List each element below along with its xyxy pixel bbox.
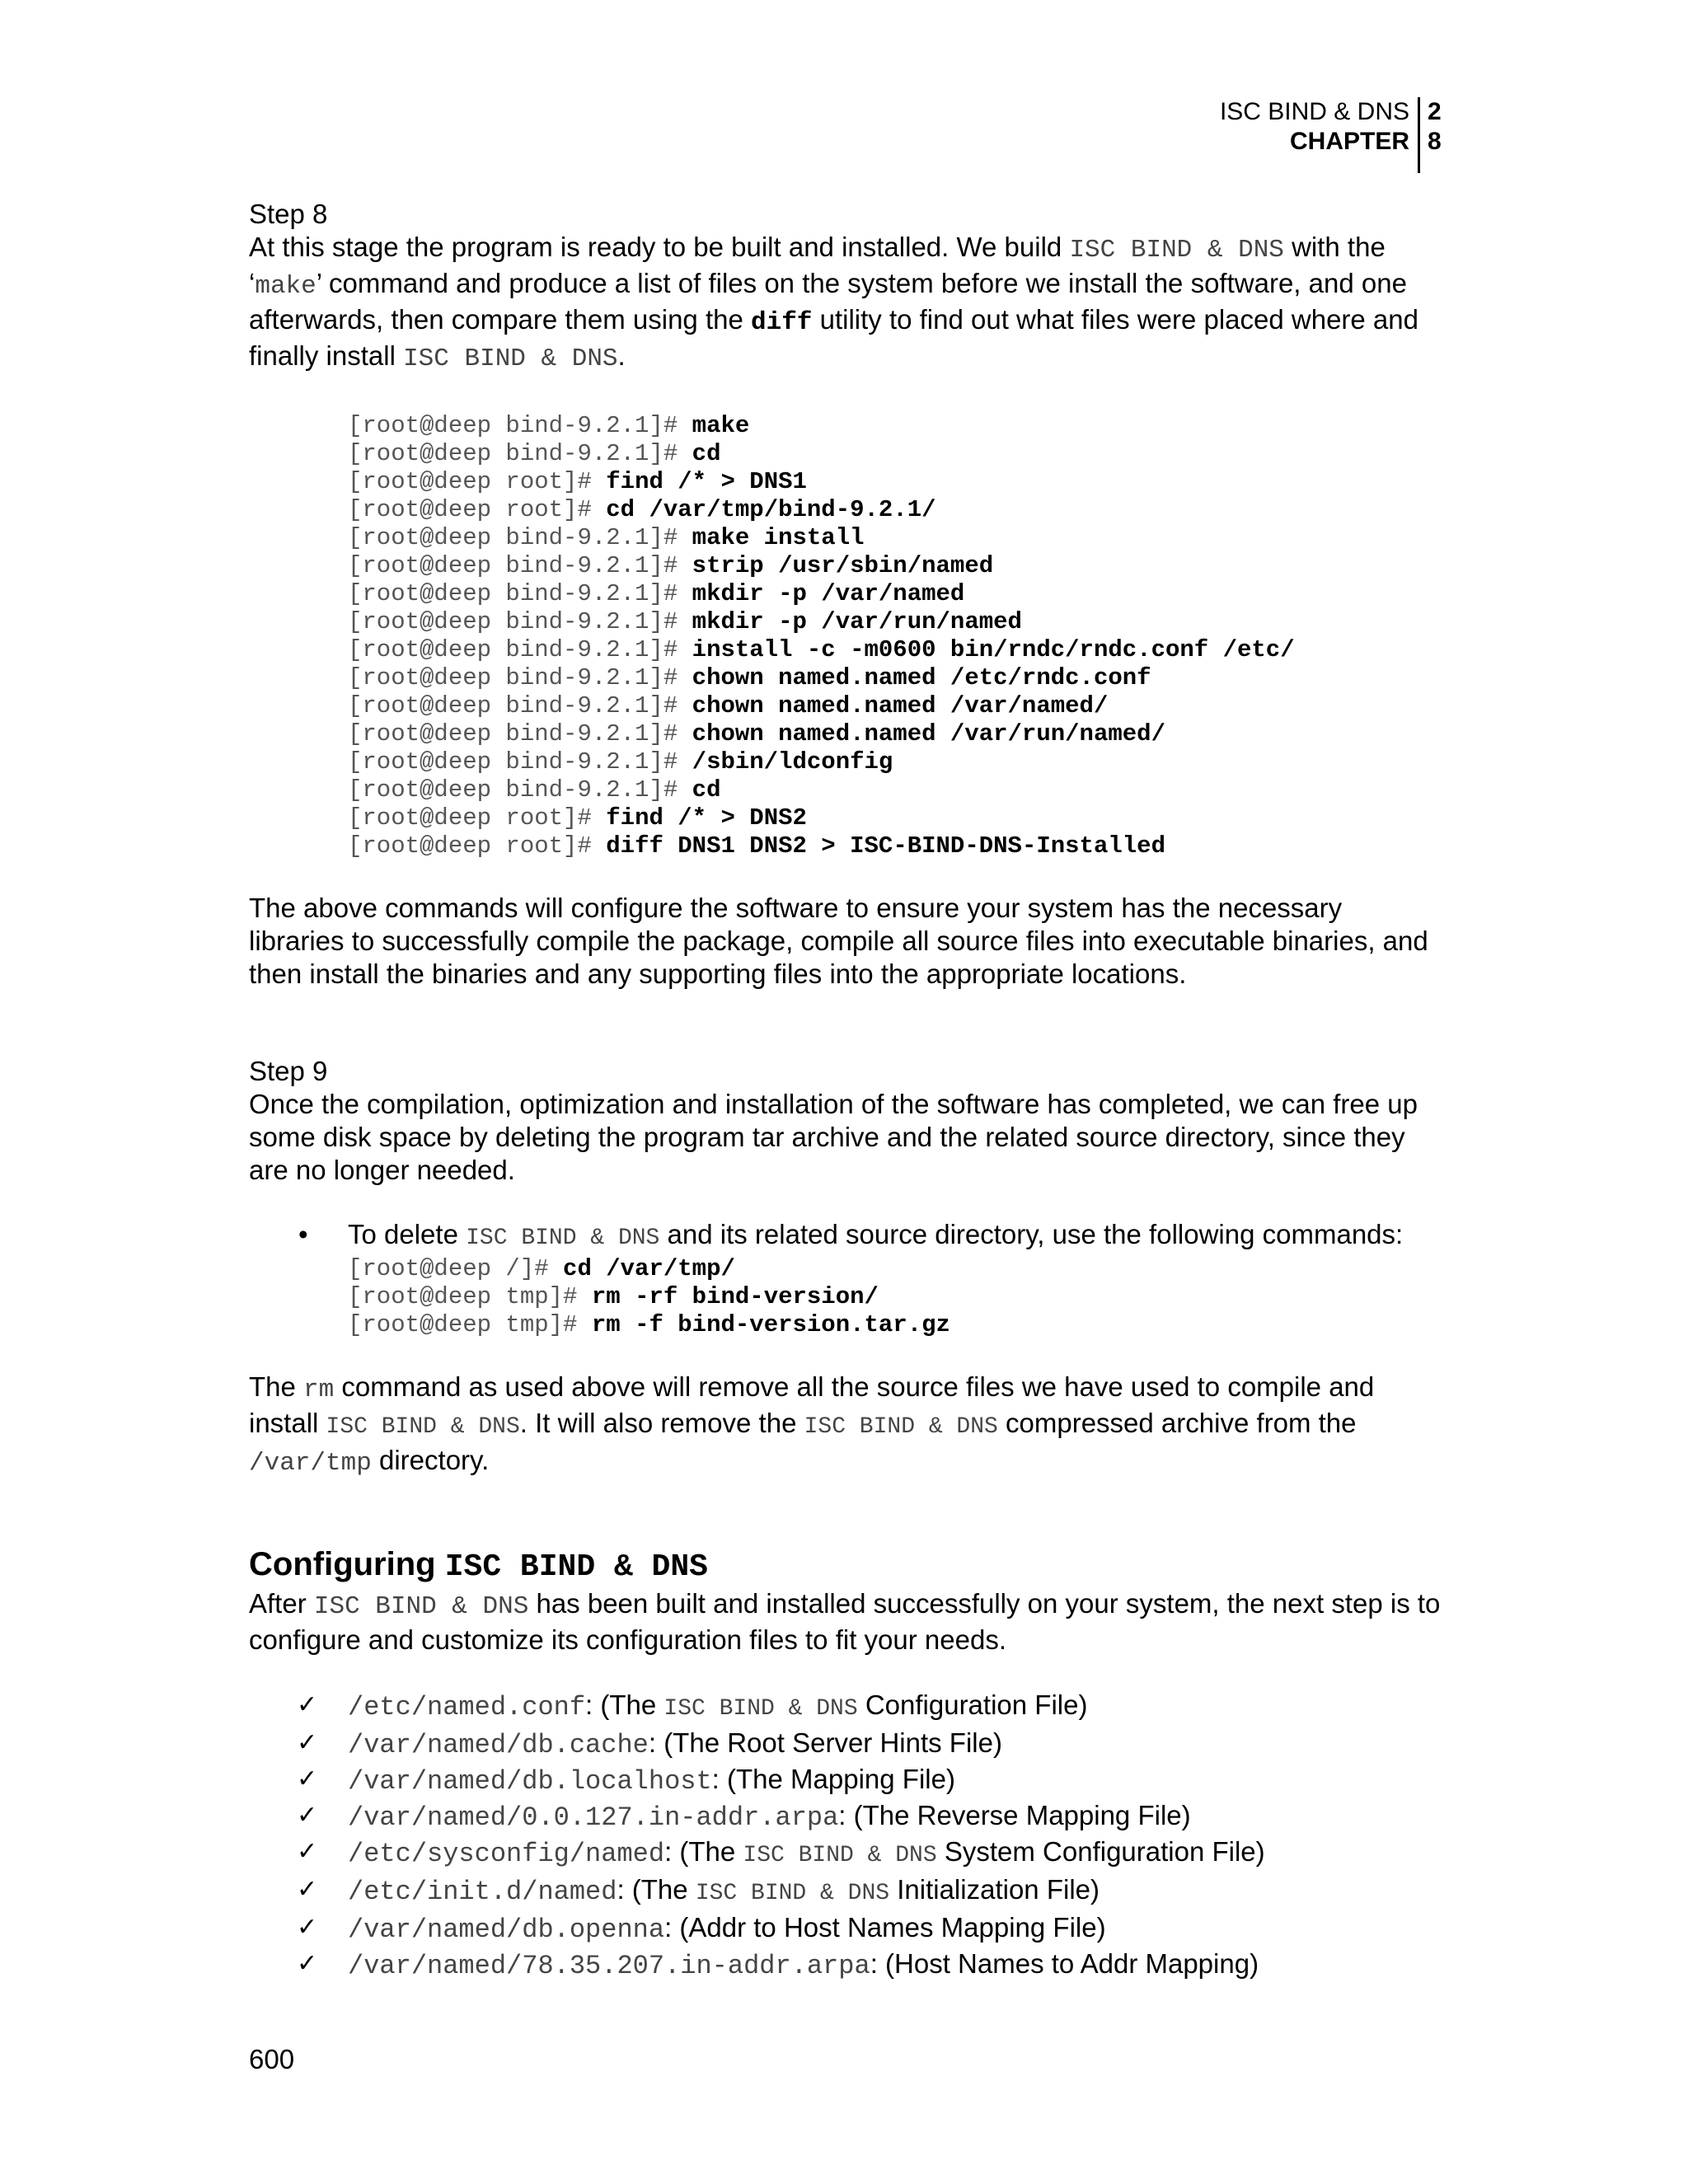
config-file-desc-tail: Configuration File) xyxy=(857,1690,1088,1720)
shell-prompt: [root@deep bind-9.2.1]# xyxy=(348,720,692,748)
shell-command: cd xyxy=(692,440,721,467)
text-run: The xyxy=(249,1371,304,1402)
shell-prompt: [root@deep bind-9.2.1]# xyxy=(348,636,692,663)
header-chapter-number-top: 2 xyxy=(1428,98,1442,125)
code-line xyxy=(348,1255,1444,1283)
config-file-item xyxy=(249,1726,1444,1762)
shell-prompt: [root@deep bind-9.2.1]# xyxy=(348,776,692,804)
step9-code-block xyxy=(249,1255,1444,1339)
config-file-path: /var/named/78.35.207.in-addr.arpa xyxy=(348,1951,870,1981)
step9-summary xyxy=(249,1371,1444,1480)
config-file-desc: : (The Root Server Hints File) xyxy=(648,1727,1002,1758)
text-run: command as used above will remove all the source files we have used to compile and install xyxy=(249,1371,1375,1438)
shell-command: /sbin/ldconfig xyxy=(692,748,893,776)
inline-code: ISC BIND & DNS xyxy=(804,1414,998,1440)
checkmark-icon: ✓ xyxy=(297,1765,318,1793)
code-line xyxy=(348,468,1444,496)
text-run: directory. xyxy=(371,1445,490,1475)
inline-code: ISC BIND & DNS xyxy=(695,1881,890,1906)
code-line xyxy=(348,664,1444,692)
step8-summary: The above commands will configure the software to ensure your system has the necessary libraries to successfully compile the package, compile all source files into executable binaries, and then install the binaries and any supporting files into the appropriate locations. xyxy=(249,893,1428,989)
shell-prompt: [root@deep bind-9.2.1]# xyxy=(348,552,692,579)
config-file-desc: : (Host Names to Addr Mapping) xyxy=(870,1948,1259,1979)
code-line xyxy=(348,440,1444,468)
config-file-path: /var/named/db.cache xyxy=(348,1730,649,1760)
page-content xyxy=(249,198,1444,1983)
bullet-dot: • xyxy=(298,1219,308,1249)
code-line xyxy=(348,1283,1444,1311)
code-line xyxy=(348,496,1444,524)
config-file-item xyxy=(249,1762,1444,1798)
shell-command: cd xyxy=(692,776,721,804)
config-file-list xyxy=(249,1688,1444,1983)
text-run: ’ command and produce a list of files on the system before we install the software, and one afterwards, then compare them using the xyxy=(249,268,1407,335)
config-file-desc: : (The xyxy=(664,1836,743,1867)
header-chapter-number-bottom: 8 xyxy=(1428,128,1442,155)
shell-prompt: [root@deep bind-9.2.1]# xyxy=(348,412,692,439)
text-run: utility to find out what files were placed where and finally install xyxy=(249,304,1418,371)
shell-command: chown named.named /var/run/named/ xyxy=(692,720,1165,748)
shell-prompt: [root@deep /]# xyxy=(348,1255,564,1282)
section-heading xyxy=(249,1544,1444,1587)
checkmark-icon: ✓ xyxy=(297,1801,318,1830)
shell-prompt: [root@deep bind-9.2.1]# xyxy=(348,580,692,607)
shell-prompt: [root@deep bind-9.2.1]# xyxy=(348,608,692,635)
config-file-desc-tail: System Configuration File) xyxy=(936,1836,1265,1867)
shell-prompt: [root@deep tmp]# xyxy=(348,1283,592,1310)
shell-command: find /* > DNS1 xyxy=(606,468,807,495)
shell-prompt: [root@deep root]# xyxy=(348,832,607,860)
shell-command: rm -rf bind-version/ xyxy=(591,1283,879,1310)
shell-command: cd /var/tmp/bind-9.2.1/ xyxy=(606,496,936,523)
shell-command: chown named.named /var/named/ xyxy=(692,692,1109,719)
step9-bullet xyxy=(249,1218,1444,1255)
code-line xyxy=(348,636,1444,664)
inline-code: /var/tmp xyxy=(249,1449,372,1478)
inline-code: diff xyxy=(751,308,813,337)
shell-command: mkdir -p /var/named xyxy=(692,580,965,607)
shell-prompt: [root@deep bind-9.2.1]# xyxy=(348,692,692,719)
text-run: and its related source directory, use the following commands: xyxy=(659,1219,1404,1249)
text-run: ‘ xyxy=(249,268,256,298)
code-line xyxy=(348,832,1444,860)
shell-prompt: [root@deep root]# xyxy=(348,496,607,523)
inline-code: make xyxy=(255,272,316,301)
shell-command: make xyxy=(692,412,750,439)
code-line xyxy=(348,692,1444,720)
config-file-item xyxy=(249,1798,1444,1835)
shell-command: install -c -m0600 bin/rndc/rndc.conf /etc/ xyxy=(692,636,1295,663)
code-line xyxy=(348,1311,1444,1339)
header-chapter-number xyxy=(1428,97,1442,157)
shell-prompt: [root@deep root]# xyxy=(348,468,607,495)
shell-command: mkdir -p /var/run/named xyxy=(692,608,1022,635)
code-line xyxy=(348,412,1444,440)
code-line xyxy=(348,720,1444,748)
shell-prompt: [root@deep bind-9.2.1]# xyxy=(348,664,692,691)
step9-heading: Step 9 xyxy=(249,1056,328,1086)
config-file-item xyxy=(249,1872,1444,1910)
code-line xyxy=(348,804,1444,832)
running-header xyxy=(1220,97,1420,173)
inline-code: ISC BIND & DNS xyxy=(403,344,618,373)
configuring-paragraph xyxy=(249,1587,1444,1657)
checkmark-icon: ✓ xyxy=(297,1837,318,1866)
config-file-path: /etc/sysconfig/named xyxy=(348,1839,665,1869)
shell-command: chown named.named /etc/rndc.conf xyxy=(692,664,1151,691)
inline-code: ISC BIND & DNS xyxy=(444,1549,708,1585)
checkmark-icon: ✓ xyxy=(297,1949,318,1978)
code-line xyxy=(348,608,1444,636)
code-line xyxy=(348,524,1444,552)
config-file-desc-tail: Initialization File) xyxy=(889,1874,1100,1905)
shell-prompt: [root@deep bind-9.2.1]# xyxy=(348,524,692,551)
step8-code-block xyxy=(249,412,1444,860)
text-run: Configuring xyxy=(249,1546,445,1582)
config-file-desc: : (The Mapping File) xyxy=(711,1764,955,1794)
shell-prompt: [root@deep bind-9.2.1]# xyxy=(348,440,692,467)
config-file-desc: : (The Reverse Mapping File) xyxy=(838,1800,1191,1830)
shell-command: cd /var/tmp/ xyxy=(563,1255,735,1282)
code-line xyxy=(348,580,1444,608)
inline-code: ISC BIND & DNS xyxy=(743,1843,937,1868)
text-run: with the xyxy=(1283,232,1386,262)
config-file-item xyxy=(249,1688,1444,1726)
header-title: ISC BIND & DNS xyxy=(1219,98,1409,125)
config-file-item xyxy=(249,1910,1444,1947)
inline-code: rm xyxy=(303,1376,335,1404)
config-file-path: /etc/named.conf xyxy=(348,1692,586,1722)
text-run: has been built and installed successfully on your system, the next step is to configure and customize its configuration files to fit your needs. xyxy=(249,1588,1441,1655)
inline-code: ISC BIND & DNS xyxy=(326,1414,520,1440)
shell-command: rm -f bind-version.tar.gz xyxy=(591,1311,950,1338)
shell-command: strip /usr/sbin/named xyxy=(692,552,994,579)
checkmark-icon: ✓ xyxy=(297,1728,318,1757)
text-run: . xyxy=(617,340,626,371)
page-number: 600 xyxy=(249,2044,295,2074)
code-line xyxy=(348,748,1444,776)
shell-command: find /* > DNS2 xyxy=(606,804,807,832)
config-file-desc: : (The xyxy=(585,1690,664,1720)
shell-command: make install xyxy=(692,524,865,551)
inline-code: ISC BIND & DNS xyxy=(313,1592,529,1621)
text-run: After xyxy=(249,1588,314,1619)
checkmark-icon: ✓ xyxy=(297,1875,318,1904)
config-file-desc: : (The xyxy=(617,1874,696,1905)
step8-heading: Step 8 xyxy=(249,199,328,229)
step9-bullet-text xyxy=(348,1218,1444,1255)
shell-prompt: [root@deep tmp]# xyxy=(348,1311,592,1338)
shell-prompt: [root@deep root]# xyxy=(348,804,607,832)
inline-code: ISC BIND & DNS xyxy=(466,1226,660,1251)
text-run: . It will also remove the xyxy=(519,1408,804,1438)
config-file-path: /var/named/db.openna xyxy=(348,1915,665,1945)
step9-paragraph: Once the compilation, optimization and installation of the software has completed, we can free up some disk space by deleting the program tar archive and the related source directory, since they are no longer needed. xyxy=(249,1089,1418,1185)
config-file-path: /var/named/0.0.127.in-addr.arpa xyxy=(348,1802,839,1833)
config-file-item xyxy=(249,1835,1444,1872)
step8-paragraph xyxy=(249,231,1444,376)
header-chapter-label: CHAPTER xyxy=(1289,128,1409,155)
text-run: To delete xyxy=(348,1219,467,1249)
inline-code: ISC BIND & DNS xyxy=(663,1696,858,1722)
text-run: At this stage the program is ready to be built and installed. We build xyxy=(249,232,1070,262)
config-file-desc: : (Addr to Host Names Mapping File) xyxy=(664,1912,1106,1943)
text-run: compressed archive from the xyxy=(997,1408,1357,1438)
checkmark-icon: ✓ xyxy=(297,1913,318,1942)
shell-prompt: [root@deep bind-9.2.1]# xyxy=(348,748,692,776)
checkmark-icon: ✓ xyxy=(297,1690,318,1719)
config-file-item xyxy=(249,1947,1444,1983)
inline-code: ISC BIND & DNS xyxy=(1069,236,1284,265)
config-file-path: /var/named/db.localhost xyxy=(348,1766,712,1797)
code-line xyxy=(348,776,1444,804)
shell-command: diff DNS1 DNS2 > ISC-BIND-DNS-Installed xyxy=(606,832,1165,860)
config-file-path: /etc/init.d/named xyxy=(348,1877,617,1907)
code-line xyxy=(348,552,1444,580)
